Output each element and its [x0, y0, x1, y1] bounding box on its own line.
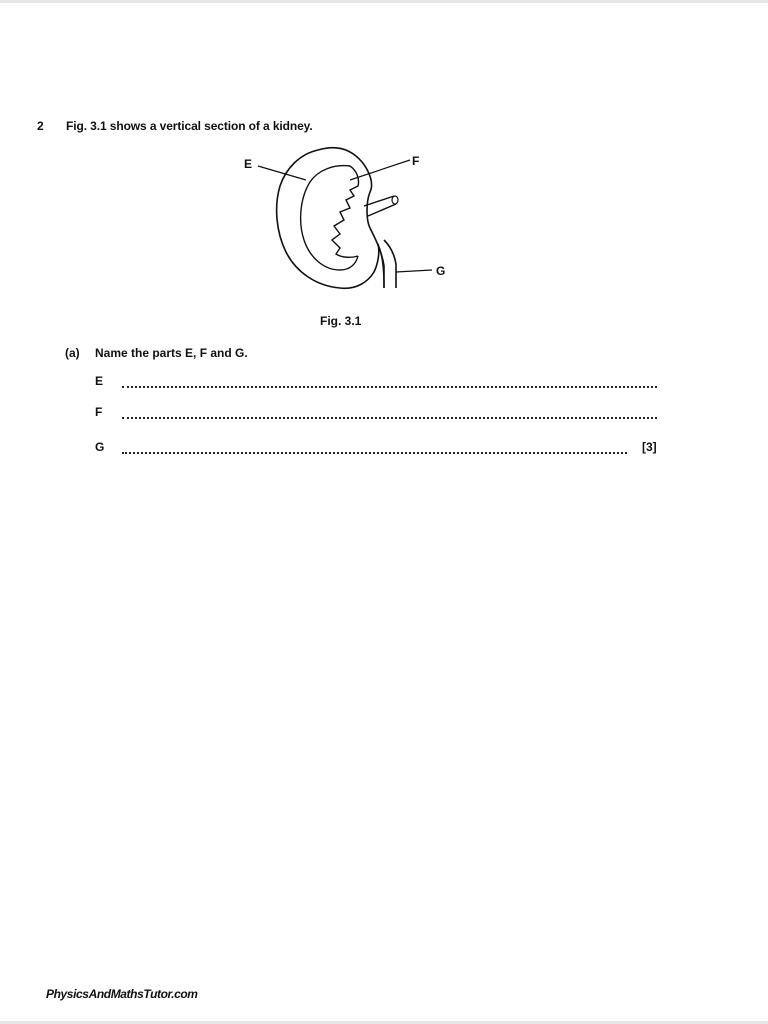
label-f: F: [412, 154, 420, 168]
kidney-diagram: [230, 140, 470, 300]
leader-line-f: [350, 160, 410, 180]
answer-letter-f: F: [95, 405, 103, 419]
question-number: 2: [37, 119, 44, 133]
answer-row-e: [95, 374, 665, 394]
question-stem: Fig. 3.1 shows a vertical section of a kidney.: [66, 119, 313, 133]
kidney-figure: [230, 140, 470, 300]
marks-allocation: [3]: [642, 440, 657, 454]
figure-caption: Fig. 3.1: [320, 314, 362, 328]
answer-line-g[interactable]: [122, 452, 627, 454]
label-g: G: [436, 264, 446, 278]
renal-vessel-lower: [368, 204, 396, 216]
answer-letter-g: G: [95, 440, 105, 454]
answer-line-f[interactable]: [122, 417, 657, 419]
answer-letter-e: E: [95, 374, 104, 388]
label-e: E: [244, 157, 253, 171]
leader-line-g: [396, 270, 432, 272]
kidney-medulla-edge: [332, 166, 359, 257]
answer-row-g: [95, 440, 665, 460]
leader-line-e: [258, 166, 306, 180]
footer-watermark: PhysicsAndMathsTutor.com: [46, 987, 198, 1001]
part-a-label: (a): [65, 346, 80, 360]
answer-row-f: [95, 405, 665, 425]
renal-vessel-end: [392, 196, 398, 204]
answer-line-e[interactable]: [122, 386, 657, 388]
kidney-cortex-line: [301, 166, 358, 270]
part-a-question: Name the parts E, F and G.: [95, 346, 248, 360]
